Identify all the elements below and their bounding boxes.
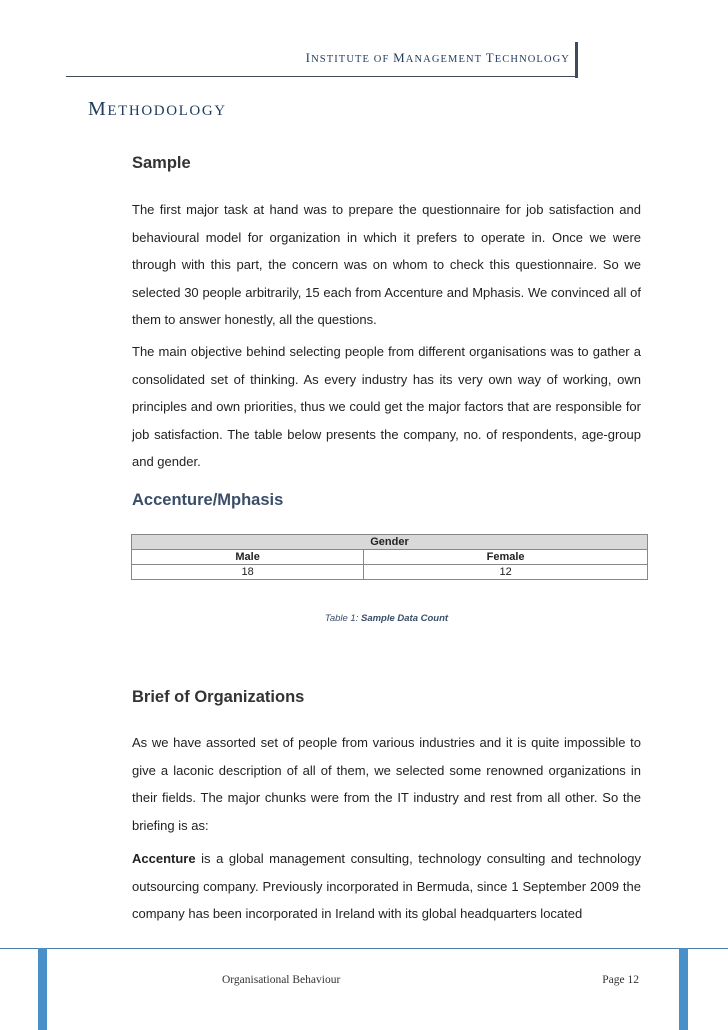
accenture-description: is a global management consulting, technology consulting and technology outsourcing company. Previously incorporated in Bermuda, since 1 September 2009 the company has been incorporated in Ireland with its global headquarters located — [132, 851, 641, 921]
header-divider-vertical — [575, 42, 578, 78]
caption-prefix: Table 1: — [324, 613, 361, 624]
header-rest-3: ECHNOLOGY — [494, 54, 570, 65]
table-cell-male-count: 18 — [132, 565, 364, 580]
chapter-title — [88, 98, 227, 121]
table-col-female: Female — [364, 550, 648, 565]
sample-data-table — [131, 534, 648, 580]
header-initial-2: M — [393, 50, 406, 65]
chapter-rest: ETHODOLOGY — [107, 103, 227, 119]
footer-accent-right — [679, 948, 688, 1030]
header-initial-1: I — [305, 50, 312, 65]
footer-course-name: Organisational Behaviour — [222, 974, 341, 986]
section-heading-brief: Brief of Organizations — [132, 688, 305, 706]
table-column-row — [132, 550, 648, 565]
table-col-male: Male — [132, 550, 364, 565]
header-rest-2: ANAGEMENT — [405, 54, 486, 65]
sample-paragraph-2: The main objective behind selecting people from different organisations was to gather a consolidated set of thinking. As every industry has its very own way of working, own principles and own priorities, thus we could get the major factors that are responsible for job satisfaction. The table below presents the company, no. of respondents, age-group and gender. — [132, 344, 641, 469]
caption-title: Sample Data Count — [360, 613, 449, 624]
footer-page-number: Page 12 — [602, 974, 639, 986]
table-header-gender: Gender — [132, 535, 648, 550]
chapter-initial: M — [88, 98, 108, 120]
table-header-row — [132, 535, 648, 550]
running-header — [260, 50, 570, 66]
footer-accent-left — [38, 948, 47, 1030]
accenture-bold-label: Accenture — [132, 851, 196, 866]
table-cell-female-count: 12 — [364, 565, 648, 580]
header-divider-horizontal — [66, 76, 578, 77]
section-heading-accenture-mphasis: Accenture/Mphasis — [132, 491, 284, 509]
header-initial-3: T — [485, 50, 495, 65]
sample-paragraph-1: The first major task at hand was to prepare the questionnaire for job satisfaction and behavioural model for organization in which it prefers to operate in. Once we were through with this part, the concern was on whom to check this questionnaire. So we selected 30 people arbitrarily, 15 each from Accenture and Mphasis. We convinced all of them to answer honestly, all the questions. — [132, 202, 641, 327]
table-row — [132, 565, 648, 580]
table-caption — [132, 613, 641, 624]
section-heading-sample: Sample — [132, 154, 191, 172]
brief-paragraph-1: As we have assorted set of people from various industries and it is quite impossible to give a laconic description of all of them, we selected some renowned organizations in their fields. The major chunks were from the IT industry and rest from all other. So the briefing is as: — [132, 735, 641, 833]
brief-paragraph-2 — [132, 845, 641, 928]
footer-divider — [0, 948, 728, 949]
header-rest-1: NSTITUTE OF — [311, 54, 394, 65]
